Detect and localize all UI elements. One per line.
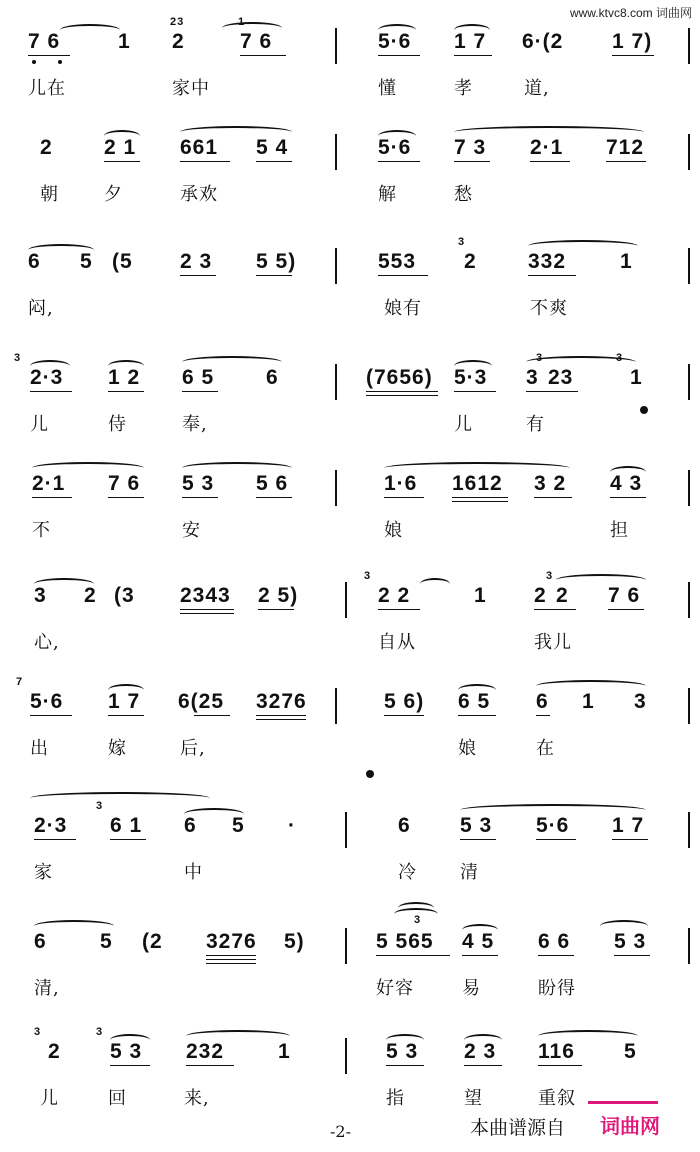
note: 6 (398, 814, 411, 837)
lyric: 好容 (376, 978, 414, 999)
note: 1 (582, 690, 595, 713)
note: 3 (526, 366, 539, 389)
grace-note: 3 (536, 352, 544, 364)
note: 3276 (206, 930, 257, 953)
note: 2·1 (530, 136, 564, 159)
grace-note: 3 (414, 914, 422, 926)
watermark-top: www.ktvc8.com 词曲网 (569, 6, 692, 20)
note: 5·6 (30, 690, 64, 713)
lyric: 朝 (40, 184, 59, 205)
note: 5 5) (256, 250, 297, 273)
score-row-8 (0, 800, 700, 926)
note: 5 3 (386, 1040, 419, 1063)
lyric: 懂 (378, 78, 397, 99)
note: 6 (34, 930, 47, 953)
note: 1·6 (384, 472, 418, 495)
note: 2 (40, 136, 53, 159)
note: 2 (534, 584, 547, 607)
lyric: 担 (610, 520, 629, 541)
lyric: 儿 (30, 414, 49, 435)
note: 6 (184, 814, 197, 837)
note: 5 (80, 250, 93, 273)
lyric: 夕 (104, 184, 123, 205)
note: 232 (186, 1040, 225, 1063)
note: 5 3 (460, 814, 493, 837)
lyric: 愁 (454, 184, 473, 205)
note: 5 3 (182, 472, 215, 495)
lyric: 侍 (108, 414, 127, 435)
lyric: 清, (34, 978, 60, 999)
lyric: 望 (464, 1088, 483, 1109)
note: 6 1 (110, 814, 143, 837)
lyric: 嫁 (108, 738, 127, 759)
note: 2·3 (34, 814, 68, 837)
lyric: 奉, (182, 414, 208, 435)
lyric: 道, (524, 78, 550, 99)
note: 2 3 (464, 1040, 497, 1063)
note: 7 6 (28, 30, 61, 53)
note: 6(25 (178, 690, 225, 713)
note: 4 3 (610, 472, 643, 495)
lyric: 承欢 (180, 184, 218, 205)
note: 1 7 (108, 690, 141, 713)
note: 553 (378, 250, 417, 273)
lyric: 儿 (40, 1088, 59, 1109)
score-row-5 (0, 472, 700, 584)
lyric: 儿在 (28, 78, 66, 99)
note: 2 (172, 30, 185, 53)
score-row-7 (0, 676, 700, 802)
note: 1 (278, 1040, 291, 1063)
lyric: 易 (462, 978, 481, 999)
note: 6·(2 (522, 30, 564, 53)
note: 2 5) (258, 584, 299, 607)
note: 2 (464, 250, 477, 273)
note: (7656) (366, 366, 433, 389)
lyric: 冷 (398, 862, 417, 883)
note: 1 (630, 366, 643, 389)
note: 5 3 (614, 930, 647, 953)
lyric: 清 (460, 862, 479, 883)
note: 3 (34, 584, 47, 607)
note: 3 (634, 690, 647, 713)
note: 6 (266, 366, 279, 389)
lyric: 后, (180, 738, 206, 759)
note: 332 (528, 250, 567, 273)
note: 5·6 (378, 136, 412, 159)
note: 3 2 (534, 472, 567, 495)
page-number: -2- (330, 1122, 351, 1141)
note: · (288, 814, 296, 837)
note: 5 (100, 930, 113, 953)
grace-note: 7 (16, 676, 24, 688)
note: 5 4 (256, 136, 289, 159)
note: 2 (84, 584, 97, 607)
note: 6 (28, 250, 41, 273)
lyric: 不爽 (530, 298, 568, 319)
note: 5 3 (110, 1040, 143, 1063)
grace-note: 3 (364, 570, 372, 582)
lyric: 娘有 (384, 298, 422, 319)
note: 3276 (256, 690, 307, 713)
note: (3 (114, 584, 135, 607)
score-row-4 (0, 352, 700, 478)
note: 1 7 (454, 30, 487, 53)
grace-note: 3 (616, 352, 624, 364)
lyric: 解 (378, 184, 397, 205)
note: 5 (232, 814, 245, 837)
note: 7 6 (608, 584, 641, 607)
note: 2·1 (32, 472, 66, 495)
score-row-2 (0, 136, 700, 248)
lyric: 娘 (458, 738, 477, 759)
note: (2 (142, 930, 163, 953)
note: 2·3 (30, 366, 64, 389)
grace-note: 3 (14, 352, 22, 364)
brand-logo-text[interactable]: 词曲网 (600, 1114, 660, 1138)
note: 661 (180, 136, 219, 159)
lyric: 来, (184, 1088, 210, 1109)
lyric: 娘 (384, 520, 403, 541)
note: (5 (112, 250, 133, 273)
score-row-3 (0, 236, 700, 362)
grace-note: 1 (238, 16, 246, 28)
note: 116 (538, 1040, 575, 1063)
lyric: 心, (34, 632, 60, 653)
note: 1 7 (612, 814, 645, 837)
grace-note: 3 (96, 800, 104, 812)
lyric: 回 (108, 1088, 127, 1109)
brand-accent-bar (588, 1101, 658, 1104)
note: 6 (536, 690, 549, 713)
grace-note: 3 (34, 1026, 42, 1038)
note: 5 (624, 1040, 637, 1063)
lyric: 家 (34, 862, 53, 883)
note: 2 2 (378, 584, 411, 607)
lyric: 家中 (172, 78, 210, 99)
note: 1 7) (612, 30, 653, 53)
note: 5·6 (378, 30, 412, 53)
note: 5 6) (384, 690, 425, 713)
lyric: 盼得 (538, 978, 576, 999)
lyric: 闷, (28, 298, 54, 319)
note: 7 6 (108, 472, 141, 495)
score-row-1 (0, 16, 700, 142)
note: 5 6 (256, 472, 289, 495)
lyric: 自从 (378, 632, 416, 653)
note: 1 (474, 584, 487, 607)
lyric: 不 (32, 520, 51, 541)
note: 2343 (180, 584, 231, 607)
note: 1612 (452, 472, 503, 495)
note: 6 5 (458, 690, 491, 713)
note: 1 2 (108, 366, 141, 389)
lyric: 孝 (454, 78, 473, 99)
lyric: 在 (536, 738, 555, 759)
source-label: 本曲谱源自 (470, 1117, 566, 1139)
lyric: 安 (182, 520, 201, 541)
lyric: 儿 (454, 414, 473, 435)
lyric: 我儿 (534, 632, 572, 653)
note: 7 6 (240, 30, 273, 53)
score-row-9 (0, 914, 700, 1042)
grace-note: 23 (170, 16, 185, 28)
lyric: 出 (30, 738, 49, 759)
note: 2 1 (104, 136, 137, 159)
note: 712 (606, 136, 645, 159)
note: 5) (284, 930, 305, 953)
lyric: 中 (184, 862, 203, 883)
grace-note: 3 (96, 1026, 104, 1038)
note: 2 (48, 1040, 61, 1063)
note: 1 (620, 250, 633, 273)
grace-note: 3 (458, 236, 466, 248)
note: 5·3 (454, 366, 488, 389)
note: 5 565 (376, 930, 434, 953)
lyric: 重叙 (538, 1088, 576, 1109)
note: 6 6 (538, 930, 571, 953)
lyric: 指 (386, 1088, 405, 1109)
grace-note: 3 (546, 570, 554, 582)
note: 6 5 (182, 366, 215, 389)
note: 4 5 (462, 930, 495, 953)
note: 5·6 (536, 814, 570, 837)
note: 7 3 (454, 136, 487, 159)
lyric: 有 (526, 414, 545, 435)
note: 1 (118, 30, 131, 53)
note: 2 (556, 584, 569, 607)
note: 2 3 (180, 250, 213, 273)
note: 23 (548, 366, 574, 389)
